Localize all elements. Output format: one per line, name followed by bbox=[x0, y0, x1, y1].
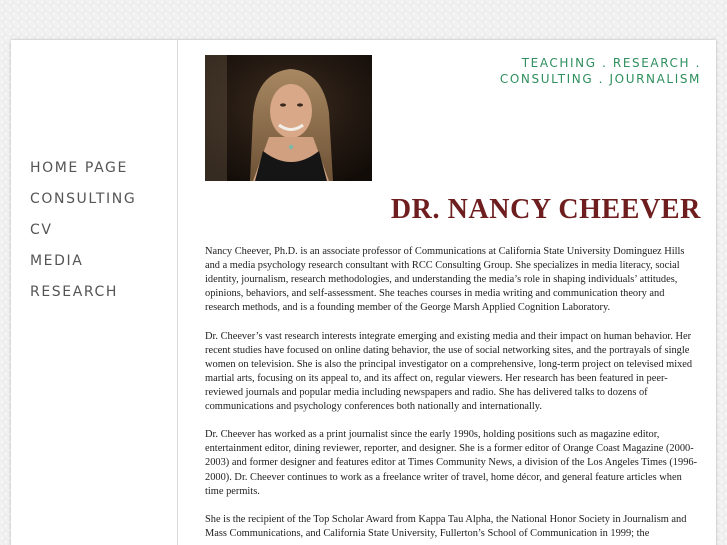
tagline-line-2: CONSULTING . JOURNALISM bbox=[499, 72, 701, 86]
bio-paragraph-1: Nancy Cheever, Ph.D. is an associate professor of Communications at California State University Dominguez Hills and a media psychology research consultant with RCC Consulting Group. She specializes in media literacy, social identity, journalism, research methodologies, and understanding the media’s role in shaping individuals’ attitudes, opinions, behaviors, and self-assessment. She teaches courses in media writing and communication theory and research methods, and is a founding member of the George Marsh Applied Cognition Laboratory. bbox=[205, 246, 685, 314]
nav-item-research[interactable]: RESEARCH bbox=[30, 284, 119, 300]
site-tagline bbox=[441, 55, 701, 87]
bio-paragraph-4: She is the recipient of the Top Scholar Award from Kappa Tau Alpha, the National Honor Society in Journalism and Mass Communications, and California State University, Fullerton’s School of Communication in 1999; the bbox=[205, 513, 687, 539]
main-nav bbox=[30, 160, 136, 315]
nav-item-consulting[interactable]: CONSULTING bbox=[30, 191, 137, 207]
bio-text bbox=[205, 245, 701, 545]
nav-item-home-page[interactable]: HOME PAGE bbox=[30, 160, 128, 176]
nav-item-media[interactable]: MEDIA bbox=[30, 253, 84, 269]
sidebar bbox=[11, 40, 178, 545]
page-frame bbox=[11, 40, 716, 545]
nav-item-cv[interactable]: CV bbox=[30, 222, 53, 238]
bio-paragraph-3: Dr. Cheever has worked as a print journalist since the early 1990s, holding positions such as magazine editor, entertainment editor, dining reviewer, reporter, and designer. She is a former editor of Orange Coast Magazine (2000-2003) and former designer and features editor at Times Community News, a division of the Los Angeles Times (1996-2000). Dr. Cheever continues to work as a freelance writer of travel, home décor, and general feature articles when time permits. bbox=[205, 429, 698, 497]
tagline-line-1: TEACHING . RESEARCH . bbox=[521, 56, 701, 70]
page-title: DR. NANCY CHEEVER bbox=[390, 194, 701, 225]
bio-paragraph-2: Dr. Cheever’s vast research interests integrate emerging and existing media and their impact on human behavior. Her recent studies have focused on online dating behavior, the use of social networking sites, and the portrayals of single women on television. She is also the principal investigator on a comprehensive, long-term project on televised mixed martial arts, focusing on its appeal to, and its affect on, regular viewers. Her research has been featured in peer-reviewed journals and popular media including newspapers and radio. She has delivered talks to dozens of communications and psychology conferences both nationally and internationally. bbox=[205, 330, 693, 413]
profile-photo bbox=[205, 55, 372, 181]
portrait-image bbox=[205, 55, 372, 181]
